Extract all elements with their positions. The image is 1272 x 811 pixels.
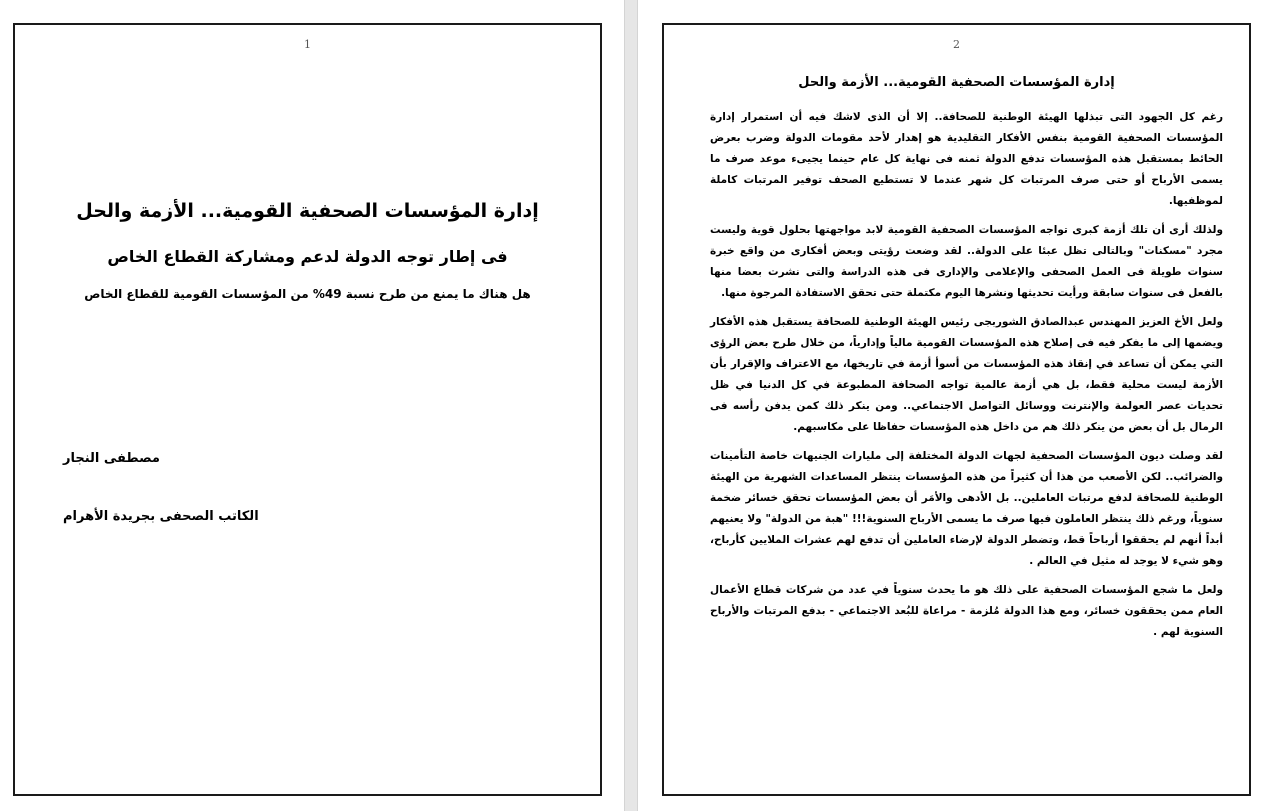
paragraph: لقد وصلت ديون المؤسسات الصحفية لجهات الدولة المختلفة إلى مليارات الجنيهات خاصة التأمينات والضرائب.. لكن الأصعب من هذا أن كثيراً من هذه المؤسسات ينتظر المساعدات الشهرية من الهيئة الوطنية للصحافة لدفع مرتبات العاملين.. بل الأدهى والأمَر أن بعض المؤسسات تحقق خسائر ضخمة سنوياً، ورغم ذلك ينتظر العاملون فيها صرف ما يسمى الأرباح السنوية!!! "هبة من الدولة" ولا يعنيهم أبداً أنهم لم يحققوا أرباحاً قط، وتضطر الدولة لإرضاء العاملين أن تدفع لهم عشرات الملايين كأرباح، وهو شيء لا يوجد له مثيل في العالم .: [710, 450, 1223, 567]
paragraph: ولعل ما شجع المؤسسات الصحفية على ذلك هو ما يحدث سنوياً في عدد من شركات قطاع الأعمال العام ممن يحققون خسائر، ومع هذا الدولة مُلزمة - مراعاة للبُعد الاجتماعي - بدفع المرتبات والأرباح السنوية لهم .: [710, 584, 1223, 638]
paragraph: ولذلك أرى أن تلك أزمة كبرى تواجه المؤسسات الصحفية القومية لابد مواجهتها بحلول قوية وليست مجرد "مسكنات" وبالتالى تظل عبئا على الدولة.. لقد وضعت رؤيتى وبعض أفكارى من واقع خبرة سنوات طويلة فى العمل الصحفى والإعلامى والإدارى فى هذه الدراسة والتى نشرت بعضا منها بالفعل فى سنوات سابقة ورأيت تحديثها ونشرها اليوم مكتملة حتى تحقق الاستفادة المرجوة منها.: [710, 224, 1223, 299]
paragraph: رغم كل الجهود التى تبذلها الهيئة الوطنية للصحافة.. إلا أن الذى لاشك فيه أن استمرار إدارة المؤسسات الصحفية القومية بنفس الأفكار التقليدية هو إهدار لأحد مقومات الدولة وضرب بعرض الحائط بمستقبل هذه المؤسسات تدفع الدولة ثمنه فى نهاية كل عام حينما يجيىء موعد صرف ما يسمى الأرباح أو حتى صرف المرتبات كل شهر عندما لا تستطيع الصحف توفير المرتبات كاملة لموظفيها.: [710, 111, 1223, 207]
author-name: مصطفى النجار: [63, 451, 160, 466]
page-number: 2: [953, 38, 960, 51]
cover-title: إدارة المؤسسات الصحفية القومية... الأزمة والحل: [76, 200, 539, 222]
page-2: [662, 23, 1251, 796]
author-role: الكاتب الصحفى بجريدة الأهرام: [63, 509, 259, 524]
page-number: 1: [304, 38, 311, 51]
page-gutter: [624, 0, 638, 811]
page-1: [13, 23, 602, 796]
paragraph: ولعل الأخ العزيز المهندس عبدالصادق الشوربجى رئيس الهيئة الوطنية للصحافة يستقبل هذه الأفكار ويضمها إلى ما يفكر فيه فى إصلاح هذه المؤسسات القومية مالياً وإدارياً، من خلال طرح بعض الرؤى التي يمكن أن تساعد في إنقاذ هذه المؤسسات من أسوأ أزمة في تاريخها، مع الاعتراف والإقرار بأن الأزمة ليست محلية فقط، بل هي أزمة عالمية تواجه الصحافة المطبوعة في كل الدنيا في ظل تحديات عصر العولمة والإنترنت ووسائل التواصل الاجتماعي.. ومن ينكر ذلك كمن يدفن رأسه فى الرمال بل أن بعض من ينكر ذلك هم من داخل هذه المؤسسات حفاظا على مكاسبهم.: [710, 316, 1223, 433]
cover-subtitle: فى إطار توجه الدولة لدعم ومشاركة القطاع الخاص: [107, 247, 508, 266]
article-title: إدارة المؤسسات الصحفية القومية... الأزمة والحل: [798, 75, 1115, 90]
cover-question: هل هناك ما يمنع من طرح نسبة 49% من المؤسسات القومية للقطاع الخاص: [84, 287, 531, 301]
article-body: [710, 107, 1223, 651]
